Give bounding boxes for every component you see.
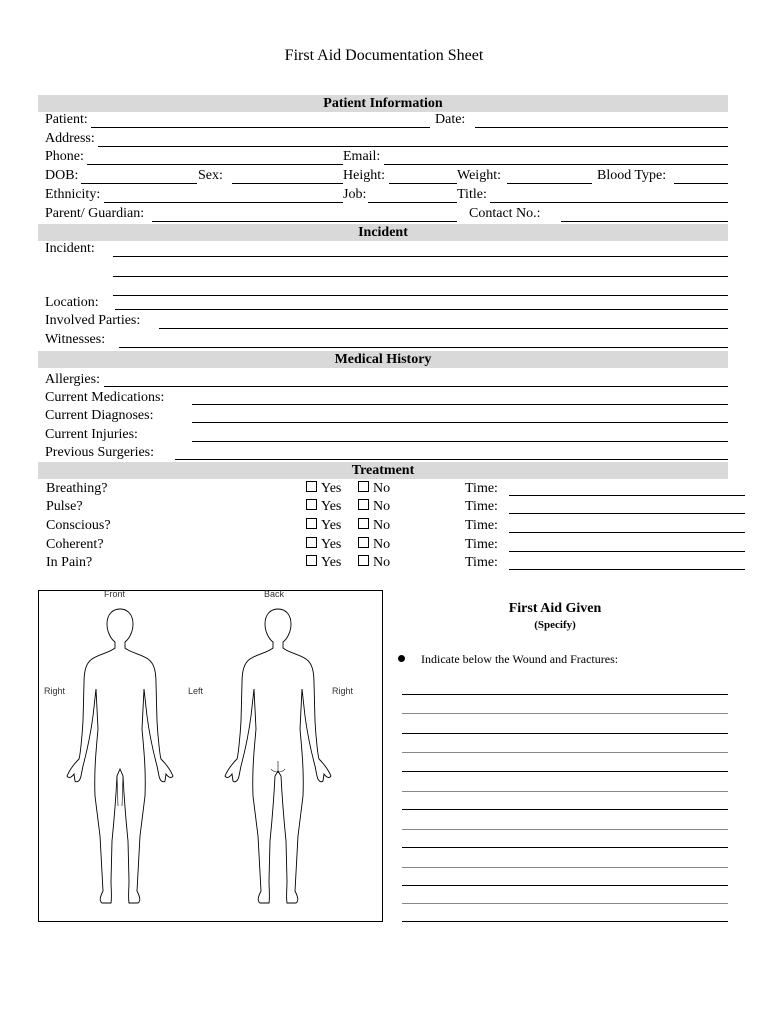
checkbox-icon (358, 481, 369, 492)
time-label: Time: (465, 499, 498, 514)
injuries-field[interactable] (192, 441, 728, 442)
job-label: Job: (343, 187, 367, 202)
no-label: No (373, 555, 391, 570)
page-title: First Aid Documentation Sheet (284, 47, 484, 64)
back-figure-outline (225, 609, 331, 903)
witnesses-label: Witnesses: (45, 332, 106, 347)
email-field[interactable] (384, 164, 728, 165)
guardian-field[interactable] (152, 221, 457, 222)
wound-notes-line[interactable] (402, 752, 728, 753)
diagnoses-field[interactable] (192, 422, 728, 423)
contact-label: Contact No.: (469, 206, 541, 221)
section-header-patient: Patient Information (38, 95, 728, 112)
time-field[interactable] (509, 569, 745, 570)
section-header-incident: Incident (38, 224, 728, 241)
date-label: Date: (435, 112, 466, 127)
no-checkbox[interactable] (358, 537, 390, 553)
ethnicity-label: Ethnicity: (45, 187, 101, 202)
yes-label: Yes (321, 499, 342, 514)
medications-label: Current Medications: (45, 390, 165, 405)
first-aid-subtitle: (Specify) (534, 619, 576, 631)
time-field[interactable] (509, 532, 745, 533)
wound-notes-line[interactable] (402, 829, 728, 830)
incident-field-2[interactable] (113, 276, 728, 277)
checkbox-icon (358, 555, 369, 566)
body-diagram[interactable] (38, 590, 383, 922)
sex-label: Sex: (198, 168, 223, 183)
right-label-back: Right (332, 686, 354, 696)
guardian-label: Parent/ Guardian: (45, 206, 145, 221)
section-header-treatment: Treatment (38, 462, 728, 479)
treatment-question: Coherent? (46, 537, 104, 552)
no-label: No (373, 518, 391, 533)
wound-notes-line[interactable] (402, 694, 728, 695)
section-header-medical: Medical History (38, 351, 728, 368)
checkbox-icon (306, 518, 317, 529)
email-label: Email: (343, 149, 381, 164)
surgeries-label: Previous Surgeries: (45, 445, 155, 460)
witnesses-field[interactable] (119, 347, 728, 348)
bullet-icon (398, 655, 405, 662)
time-label: Time: (465, 537, 498, 552)
surgeries-field[interactable] (175, 459, 728, 460)
front-label: Front (104, 589, 126, 599)
time-field[interactable] (509, 495, 745, 496)
location-label: Location: (45, 295, 99, 310)
time-label: Time: (465, 555, 498, 570)
height-label: Height: (343, 168, 385, 183)
patient-field[interactable] (91, 127, 430, 128)
checkbox-icon (306, 481, 317, 492)
title-field[interactable] (490, 202, 728, 203)
weight-field[interactable] (507, 183, 592, 184)
wound-notes-line[interactable] (402, 903, 728, 904)
wound-notes-line[interactable] (402, 885, 728, 886)
wound-notes-line[interactable] (402, 847, 728, 848)
wound-notes-line[interactable] (402, 733, 728, 734)
allergies-label: Allergies: (45, 372, 100, 387)
wound-notes-line[interactable] (402, 867, 728, 868)
checkbox-icon (358, 537, 369, 548)
checkbox-icon (306, 499, 317, 510)
yes-checkbox[interactable] (306, 499, 341, 515)
medications-field[interactable] (192, 404, 728, 405)
time-field[interactable] (509, 513, 745, 514)
address-field[interactable] (98, 146, 728, 147)
time-field[interactable] (509, 551, 745, 552)
body-outline (39, 591, 382, 921)
location-field[interactable] (115, 309, 728, 310)
yes-checkbox[interactable] (306, 481, 341, 497)
dob-field[interactable] (81, 183, 197, 184)
title-label: Title: (457, 187, 487, 202)
no-checkbox[interactable] (358, 499, 390, 515)
wound-instruction-text: Indicate below the Wound and Fractures: (421, 652, 619, 666)
phone-field[interactable] (87, 164, 343, 165)
wound-notes-line[interactable] (402, 791, 728, 792)
incident-field-1[interactable] (113, 256, 728, 257)
front-figure-outline (67, 609, 173, 903)
yes-checkbox[interactable] (306, 518, 341, 534)
ethnicity-field[interactable] (104, 202, 343, 203)
dob-label: DOB: (45, 168, 79, 183)
checkbox-icon (358, 518, 369, 529)
incident-label: Incident: (45, 241, 95, 256)
checkbox-icon (306, 555, 317, 566)
treatment-question: Breathing? (46, 481, 108, 496)
phone-label: Phone: (45, 149, 84, 164)
back-label: Back (264, 589, 285, 599)
involved-parties-label: Involved Parties: (45, 313, 141, 328)
blood-type-field[interactable] (674, 183, 728, 184)
no-checkbox[interactable] (358, 481, 390, 497)
yes-label: Yes (321, 555, 342, 570)
date-field[interactable] (475, 127, 728, 128)
yes-label: Yes (321, 518, 342, 533)
wound-notes-line[interactable] (402, 921, 728, 922)
height-field[interactable] (389, 183, 457, 184)
checkbox-icon (358, 499, 369, 510)
incident-field-3[interactable] (113, 295, 728, 296)
yes-label: Yes (321, 537, 342, 552)
involved-parties-field[interactable] (159, 328, 728, 329)
contact-field[interactable] (561, 221, 728, 222)
wound-notes-line[interactable] (402, 771, 728, 772)
time-label: Time: (465, 518, 498, 533)
diagnoses-label: Current Diagnoses: (45, 408, 154, 423)
time-label: Time: (465, 481, 498, 496)
wound-instruction (398, 652, 618, 667)
allergies-field[interactable] (104, 386, 728, 387)
left-label: Left (188, 686, 204, 696)
wound-notes-line[interactable] (402, 809, 728, 810)
weight-label: Weight: (457, 168, 501, 183)
no-checkbox[interactable] (358, 518, 390, 534)
address-label: Address: (45, 131, 95, 146)
checkbox-icon (306, 537, 317, 548)
patient-label: Patient: (45, 112, 88, 127)
sex-field[interactable] (232, 183, 343, 184)
blood-type-label: Blood Type: (597, 168, 667, 183)
right-label-front: Right (44, 686, 66, 696)
treatment-question: In Pain? (46, 555, 93, 570)
no-checkbox[interactable] (358, 555, 390, 571)
injuries-label: Current Injuries: (45, 427, 138, 442)
no-label: No (373, 499, 391, 514)
job-field[interactable] (368, 202, 457, 203)
wound-notes-line[interactable] (402, 713, 728, 714)
no-label: No (373, 537, 391, 552)
treatment-question: Conscious? (46, 518, 111, 533)
first-aid-title: First Aid Given (508, 601, 602, 616)
yes-label: Yes (321, 481, 342, 496)
yes-checkbox[interactable] (306, 555, 341, 571)
yes-checkbox[interactable] (306, 537, 341, 553)
treatment-question: Pulse? (46, 499, 83, 514)
no-label: No (373, 481, 391, 496)
